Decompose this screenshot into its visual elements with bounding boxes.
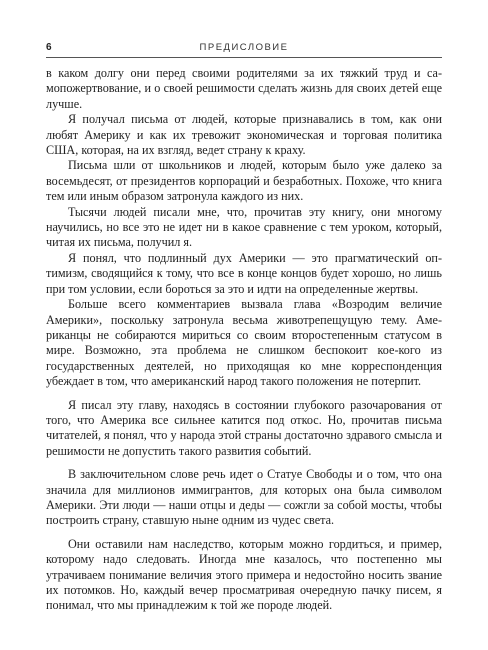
- paragraph: Больше всего комментариев вызвала глава «Возродим величие Америки», поскольку затронула весьма животрепещущую тему. Американцы не собираются мириться со своим второстепенным статусом в мире. Возможно, эта проблема не слишком беспокоит кое-кого из государственных деятелей, но приходящая ко мне корреспонденция убеждает в том, что американский народ такого положения не потерпит.: [46, 297, 442, 389]
- section-space: [46, 529, 442, 537]
- paragraph: Они оставили нам наследство, которым можно гордиться, и пример, которому надо следовать. Иногда мне казалось, что постепенно мы утрачиваем понимание величия этого примера и недостойно носить звание их потомков. Но, каждый вечер просматривая очередную пачку писем, я понимал, что мы принадлежим к той же породе людей.: [46, 536, 442, 613]
- section-space: [46, 459, 442, 467]
- paragraph: Письма шли от школьников и людей, которым было уже далеко за восемьдесят, от президентов корпораций и безработных. Похоже, что книга тем или иным образом затронула каждого из них.: [46, 158, 442, 204]
- paragraph: Я писал эту главу, находясь в состоянии глубокого разочарования от того, что Америка все сильнее катится под откос. Но, прочитав письма читателей, я понял, что у народа этой страны достаточно здравого смысла и решимости не допустить такого развития событий.: [46, 397, 442, 458]
- page-header: [46, 38, 442, 56]
- paragraph: Я понял, что подлинный дух Америки — это прагматический оптимизм, сводящийся к тому, что все в конце концов будет хорошо, но лишь при том условии, если бороться за это и идти на определенные жертвы.: [46, 250, 442, 296]
- paragraph: Тысячи людей писали мне, что, прочитав эту книгу, они многому научились, но все это не идет ни в какое сравнение с тем уроком, который, читая их письма, получил я.: [46, 204, 442, 250]
- body-text: [46, 66, 442, 614]
- header-rule: [46, 57, 442, 58]
- paragraph: В заключительном слове речь идет о Статуе Свободы и о том, что она значила для миллионов иммигрантов, для которых она была символом Америки. Эти люди — наши отцы и деды — сожгли за собой мосты, чтобы построить страну, ставшую ныне одним из чудес света.: [46, 467, 442, 528]
- page-number: 6: [46, 42, 52, 53]
- section-space: [46, 390, 442, 398]
- paragraph: в каком долгу они перед своими родителями за их тяжкий труд и самопожертвование, и о своей решимости сделать жизнь для своих детей еще лучше.: [46, 66, 442, 111]
- paragraph: Я получал письма от людей, которые признавались в том, как они любят Америку и как их тревожит экономическая и торговая политика США, которая, на их взгляд, ведет страну к краху.: [46, 112, 442, 158]
- running-head: ПРЕДИСЛОВИЕ: [199, 42, 289, 53]
